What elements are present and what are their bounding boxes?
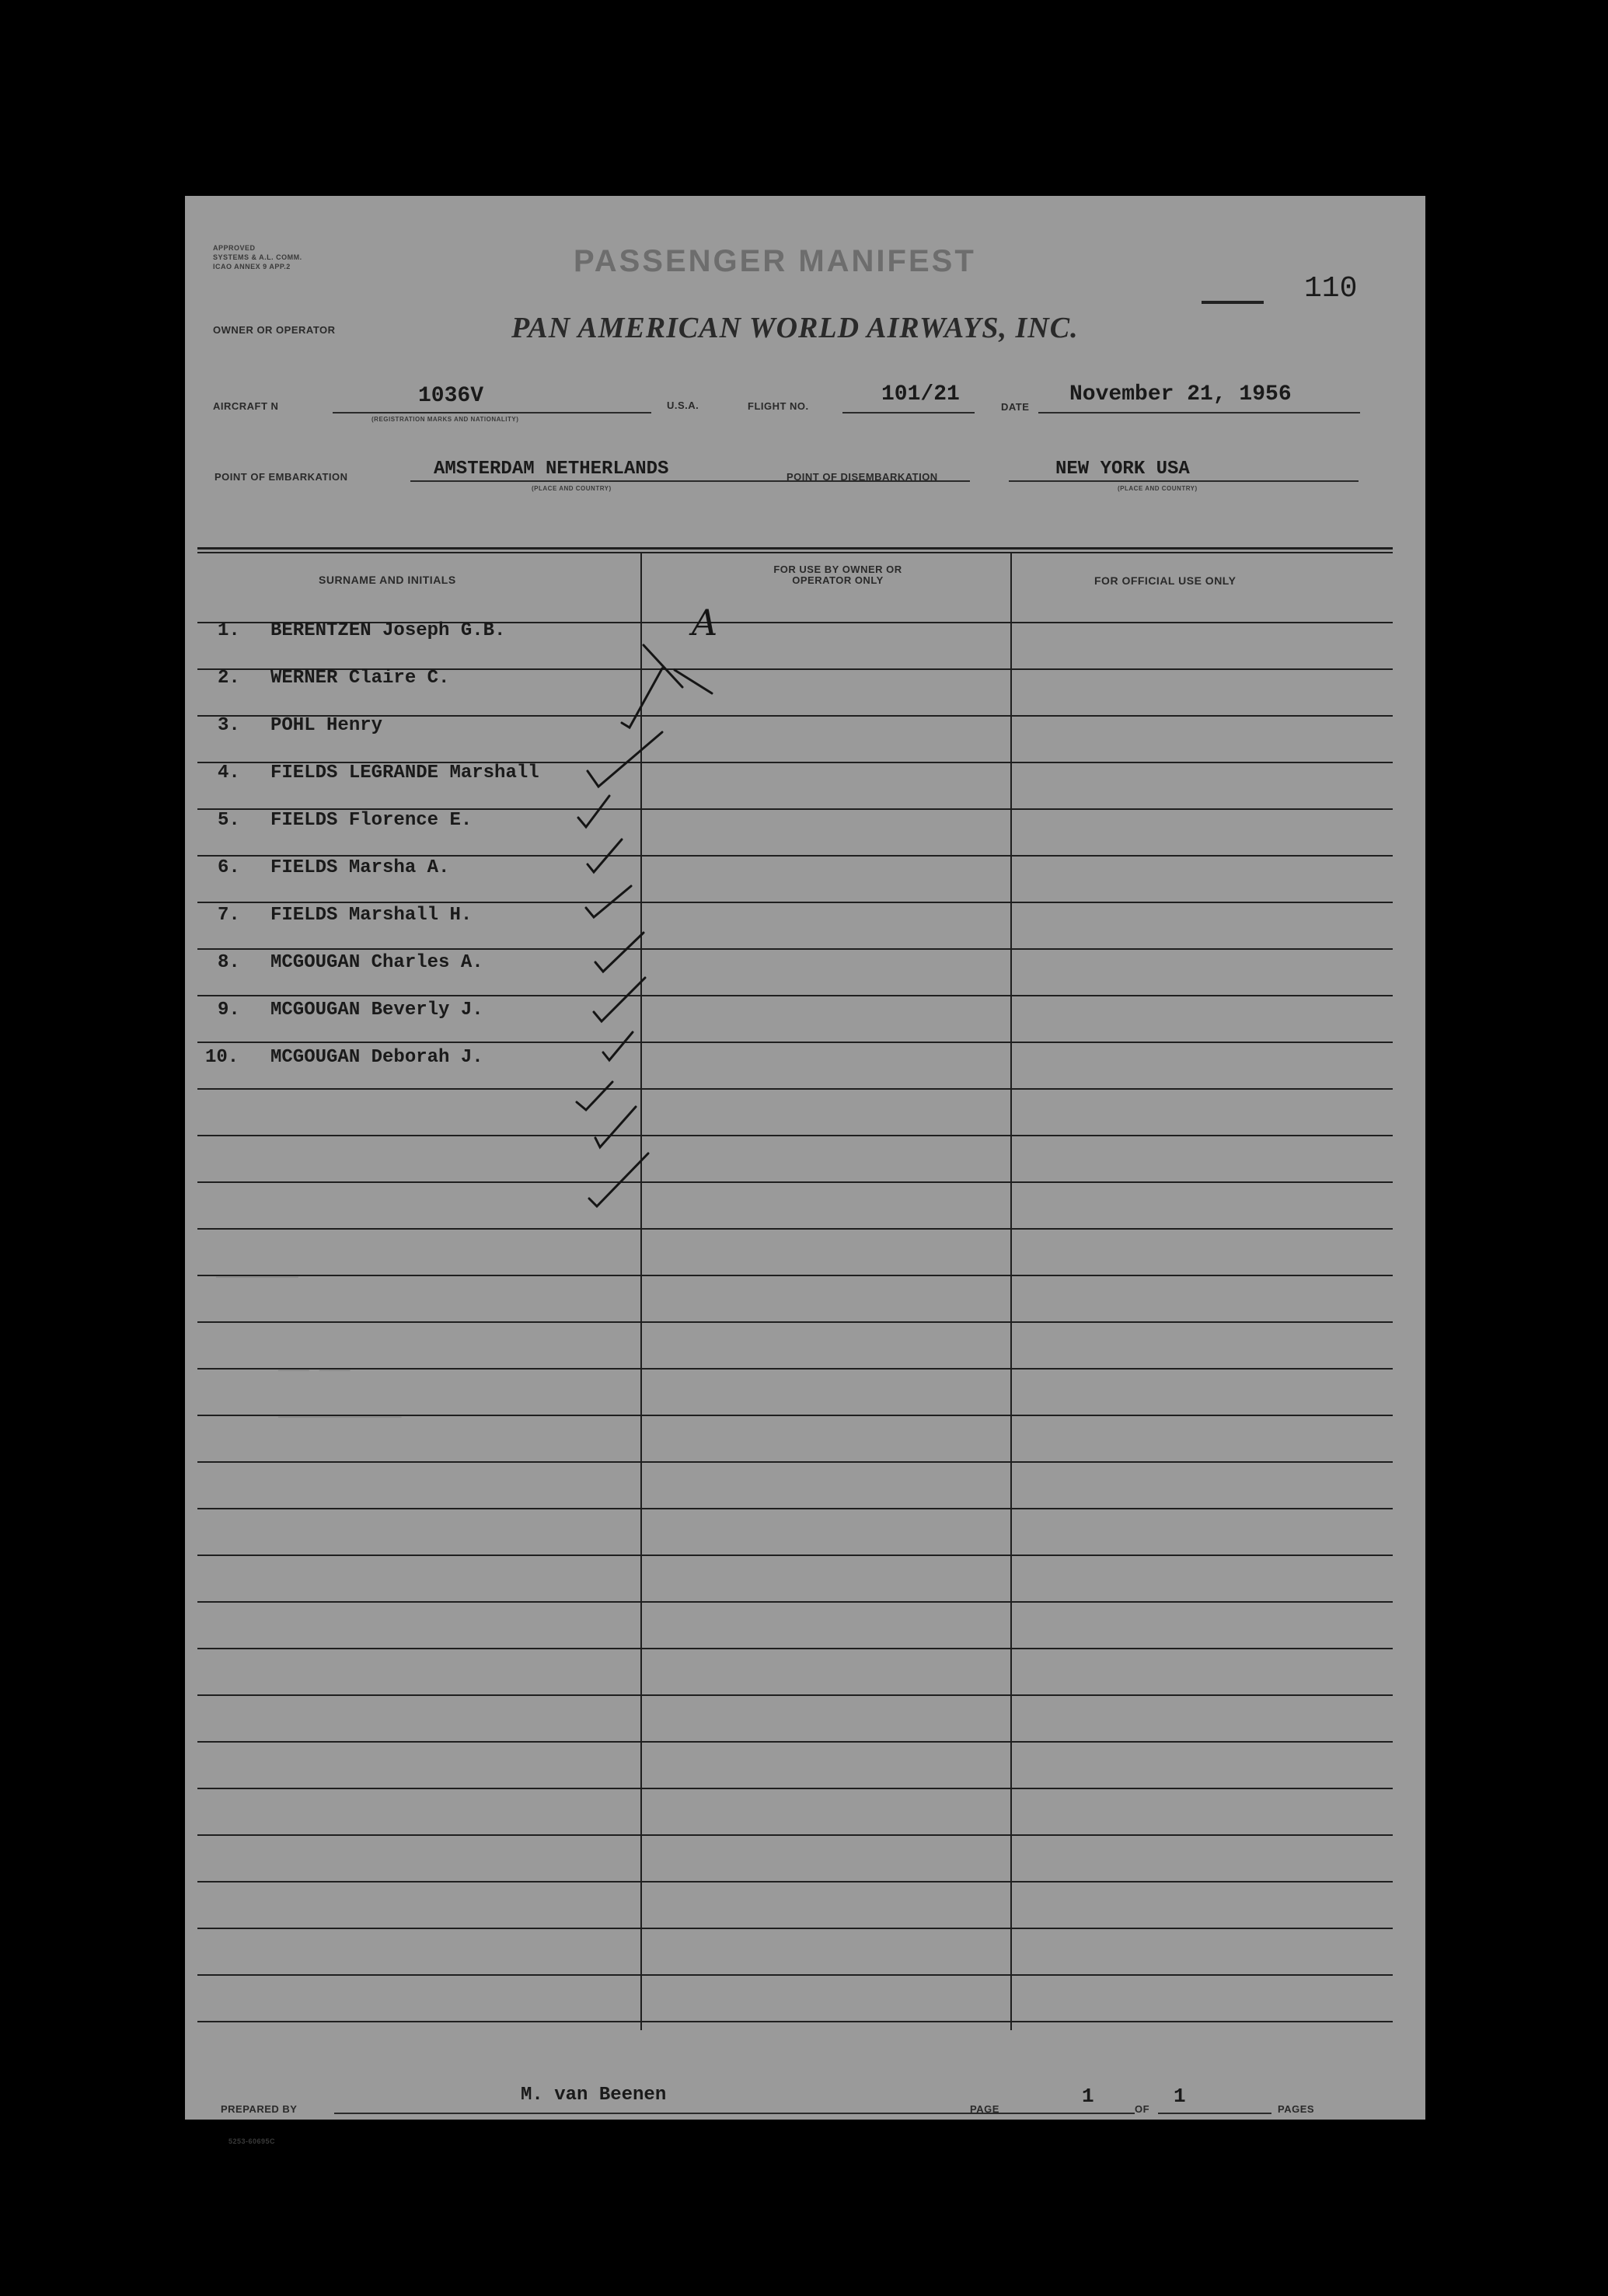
header-surname: SURNAME AND INITIALS [319,574,456,586]
flight-label: FLIGHT NO. [748,400,809,412]
header-official-use: FOR OFFICIAL USE ONLY [1094,574,1237,587]
passenger-row-number: 1. [218,620,240,641]
table-rule-line [197,1135,1393,1136]
aircraft-underline [333,412,651,413]
table-rule-line [197,1321,1393,1323]
passenger-row-number: 3. [218,715,240,736]
disembark-value: NEW YORK USA [1055,459,1190,480]
aircraft-sublabel: (REGISTRATION MARKS AND NATIONALITY) [371,416,519,423]
of-value: 1 [1174,2085,1186,2108]
passenger-name: WERNER Claire C. [270,668,450,689]
table-rule-line [197,1228,1393,1230]
table-rule-line [197,1275,1393,1276]
pages-label: PAGES [1278,2103,1315,2115]
date-label: DATE [1001,401,1030,413]
page-number-stamp: 110 [1304,272,1358,305]
table-rule-line [197,1694,1393,1696]
passenger-name: FIELDS Marshall H. [270,905,473,926]
passenger-name: POHL Henry [270,715,383,736]
table-rule-line [197,1974,1393,1976]
passenger-row-number: 10. [205,1047,239,1068]
flight-underline [842,412,975,413]
passenger-row-number: 5. [218,810,240,831]
passenger-name: BERENTZEN Joseph G.B. [270,620,506,641]
owner-label: OWNER OR OPERATOR [213,324,336,336]
table-rule-line [197,1508,1393,1509]
form-title: PASSENGER MANIFEST [574,244,976,278]
embark-sublabel: (PLACE AND COUNTRY) [532,485,612,492]
date-underline [1038,412,1360,413]
table-rule-line [197,1601,1393,1603]
table-rule-line [197,1741,1393,1743]
table-rule-line [197,1461,1393,1463]
passenger-name: FIELDS Marsha A. [270,857,450,878]
passenger-row-number: 6. [218,857,240,878]
table-rule-line [197,1368,1393,1370]
table-rule-line [197,1928,1393,1929]
handwritten-checkmarks [558,592,760,1292]
approval-line-1: APPROVED [213,244,256,252]
prepared-underline [334,2113,1135,2114]
passenger-row-number: 9. [218,1000,240,1021]
ghost-text-1: ──────── [216,1268,298,1288]
approval-line-2: SYSTEMS & A.L. COMM. [213,253,302,261]
passenger-name: MCGOUGAN Charles A. [270,952,483,973]
disembark-sublabel: (PLACE AND COUNTRY) [1118,485,1198,492]
flight-value: 101/21 [881,382,960,407]
of-underline [1158,2113,1271,2114]
table-rule-line [197,2021,1393,2022]
passenger-row-number: 4. [218,762,240,783]
table-rule-line [197,902,1393,903]
aircraft-value: 1036V [418,384,484,408]
table-rule-line [197,1181,1393,1183]
table-rule-line [197,855,1393,857]
table-rule-line [197,1834,1393,1836]
embark-label: POINT OF EMBARKATION [215,471,348,483]
table-top-border [197,547,1393,550]
table-rule-line [197,1555,1393,1556]
prepared-label: PREPARED BY [221,2103,298,2115]
usa-label: U.S.A. [667,400,699,411]
table-rule-line [197,1648,1393,1649]
table-rule-line [197,995,1393,996]
passenger-row-number: 7. [218,905,240,926]
passenger-name: MCGOUGAN Deborah J. [270,1047,483,1068]
passenger-row-number: 2. [218,668,240,689]
passenger-name: FIELDS Florence E. [270,810,473,831]
table-top-border-2 [197,552,1393,553]
handwritten-mark: A [692,602,718,644]
date-value: November 21, 1956 [1069,382,1292,407]
aircraft-label: AIRCRAFT N [213,400,279,412]
header-operator-use: FOR USE BY OWNER OR OPERATOR ONLY [773,564,902,586]
page-label: PAGE [970,2103,999,2115]
of-label: OF [1135,2103,1150,2115]
ghost-text-2: ─── ─── [278,1362,351,1381]
column-divider-2 [1010,553,1012,2030]
embark-value: AMSTERDAM NETHERLANDS [434,459,669,480]
manifest-sheet [185,196,1425,2145]
prepared-value: M. van Beenen [521,2085,667,2106]
disembark-label: POINT OF DISEMBARKATION [787,471,938,483]
table-rule-line [197,1788,1393,1789]
passenger-name: MCGOUGAN Beverly J. [270,1000,483,1021]
disembark-underline [1009,480,1359,482]
passenger-name: FIELDS LEGRANDE Marshall [270,762,539,783]
table-rule-line [197,1088,1393,1090]
table-rule-line [197,1042,1393,1043]
form-code: 5253-60695C [228,2137,276,2145]
table-rule-line [197,1881,1393,1883]
passenger-row-number: 8. [218,952,240,973]
company-name: PAN AMERICAN WORLD AIRWAYS, INC. [511,312,1079,344]
ghost-text-3: ──────────── [278,1408,402,1428]
page-value: 1 [1082,2085,1094,2108]
approval-line-3: ICAO ANNEX 9 APP.2 [213,263,291,270]
table-rule-line [197,948,1393,950]
corner-dash [1202,301,1264,304]
